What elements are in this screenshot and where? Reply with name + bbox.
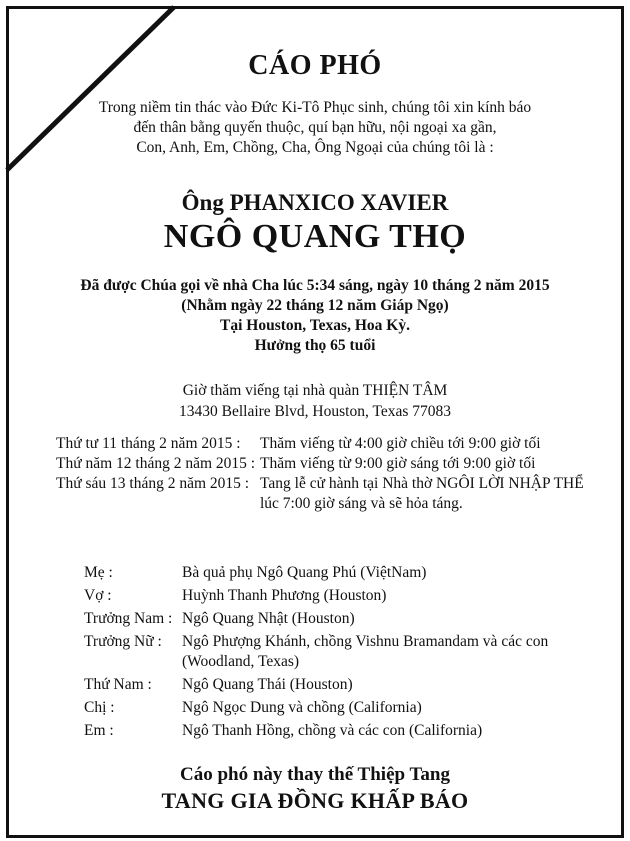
schedule-line: Thăm viếng từ 9:00 giờ sáng tới 9:00 giờ tối [260, 455, 536, 472]
family-relation: Chị : [84, 699, 115, 716]
death-info-line: Đã được Chúa gọi về nhà Cha lúc 5:34 sáng, ngày 10 tháng 2 năm 2015 [80, 277, 550, 294]
schedule-description [260, 454, 535, 474]
family-name-line: Ngô Thanh Hồng, chồng và các con (California) [182, 722, 483, 739]
family-names [182, 721, 562, 741]
visitation-info [0, 380, 630, 422]
family-names [182, 563, 562, 583]
family-row [84, 632, 562, 672]
family-row [84, 721, 562, 741]
family-row [84, 675, 562, 695]
death-info-line: (Nhằm ngày 22 tháng 12 năm Giáp Ngọ) [181, 297, 449, 314]
schedule-row [56, 474, 584, 514]
schedule-description [260, 434, 541, 454]
page-title: CÁO PHÓ [248, 50, 382, 81]
family-name-line: Ngô Quang Thái (Houston) [182, 676, 353, 693]
family-name-line: Bà quả phụ Ngô Quang Phú (ViệtNam) [182, 564, 427, 581]
family-row [84, 609, 562, 629]
family-name-line: Ngô Phượng Khánh, chồng Vishnu Bramandam và các con [182, 633, 549, 650]
schedule-line: Thăm viếng từ 4:00 giờ chiều tới 9:00 giờ tối [260, 435, 541, 452]
family-relation: Em : [84, 722, 114, 739]
intro-line: đến thân bằng quyến thuộc, quí bạn hữu, nội ngoại xa gần, [133, 119, 497, 136]
family-relation: Thứ Nam : [84, 676, 152, 693]
family-row [84, 586, 562, 606]
family-names [182, 698, 562, 718]
deceased-name: NGÔ QUANG THỌ [163, 218, 467, 255]
intro-line: Trong niềm tin thác vào Đức Ki-Tô Phục sinh, chúng tôi xin kính báo [98, 99, 532, 116]
schedule-description [260, 474, 584, 514]
family-relation: Trưởng Nam : [84, 610, 173, 627]
family-name-line: Ngô Ngọc Dung và chồng (California) [182, 699, 422, 716]
death-info-line: Tại Houston, Texas, Hoa Kỳ. [220, 317, 410, 334]
schedule-row [56, 454, 584, 474]
schedule-date: Thứ năm 12 tháng 2 năm 2015 : [56, 455, 256, 472]
death-info [0, 276, 630, 356]
family-names [182, 586, 562, 606]
family-names [182, 609, 562, 629]
schedule-date: Thứ sáu 13 tháng 2 năm 2015 : [56, 475, 250, 492]
schedule-list [56, 434, 584, 514]
death-info-line: Hưởng thọ 65 tuổi [254, 337, 376, 354]
family-relation: Vợ : [84, 587, 112, 604]
intro-line: Con, Anh, Em, Chồng, Cha, Ông Ngoại của chúng tôi là : [136, 139, 494, 156]
visitation-address: 13430 Bellaire Blvd, Houston, Texas 77083 [178, 403, 451, 420]
family-row [84, 563, 562, 583]
family-relation: Mẹ : [84, 564, 113, 581]
schedule-date: Thứ tư 11 tháng 2 năm 2015 : [56, 435, 241, 452]
deceased-baptismal-name: Ông PHANXICO XAVIER [181, 190, 449, 215]
schedule-line: lúc 7:00 giờ sáng và sẽ hỏa táng. [260, 495, 463, 512]
family-name-line: Huỳnh Thanh Phương (Houston) [182, 587, 387, 604]
family-relation: Trưởng Nữ : [84, 633, 162, 650]
closing-signature: TANG GIA ĐỒNG KHẤP BÁO [161, 788, 469, 813]
visitation-place: Giờ thăm viếng tại nhà quàn THIỆN TÂM [182, 382, 448, 399]
family-list [84, 563, 562, 744]
schedule-line: Tang lễ cử hành tại Nhà thờ NGÔI LỜI NHẬP THỂ [260, 475, 584, 492]
family-name-line: Ngô Quang Nhật (Houston) [182, 610, 355, 627]
family-names [182, 632, 562, 672]
family-name-line: (Woodland, Texas) [182, 653, 300, 670]
family-names [182, 675, 562, 695]
intro-text [0, 98, 630, 158]
closing-note: Cáo phó này thay thế Thiệp Tang [180, 764, 450, 785]
family-row [84, 698, 562, 718]
schedule-row [56, 434, 584, 454]
